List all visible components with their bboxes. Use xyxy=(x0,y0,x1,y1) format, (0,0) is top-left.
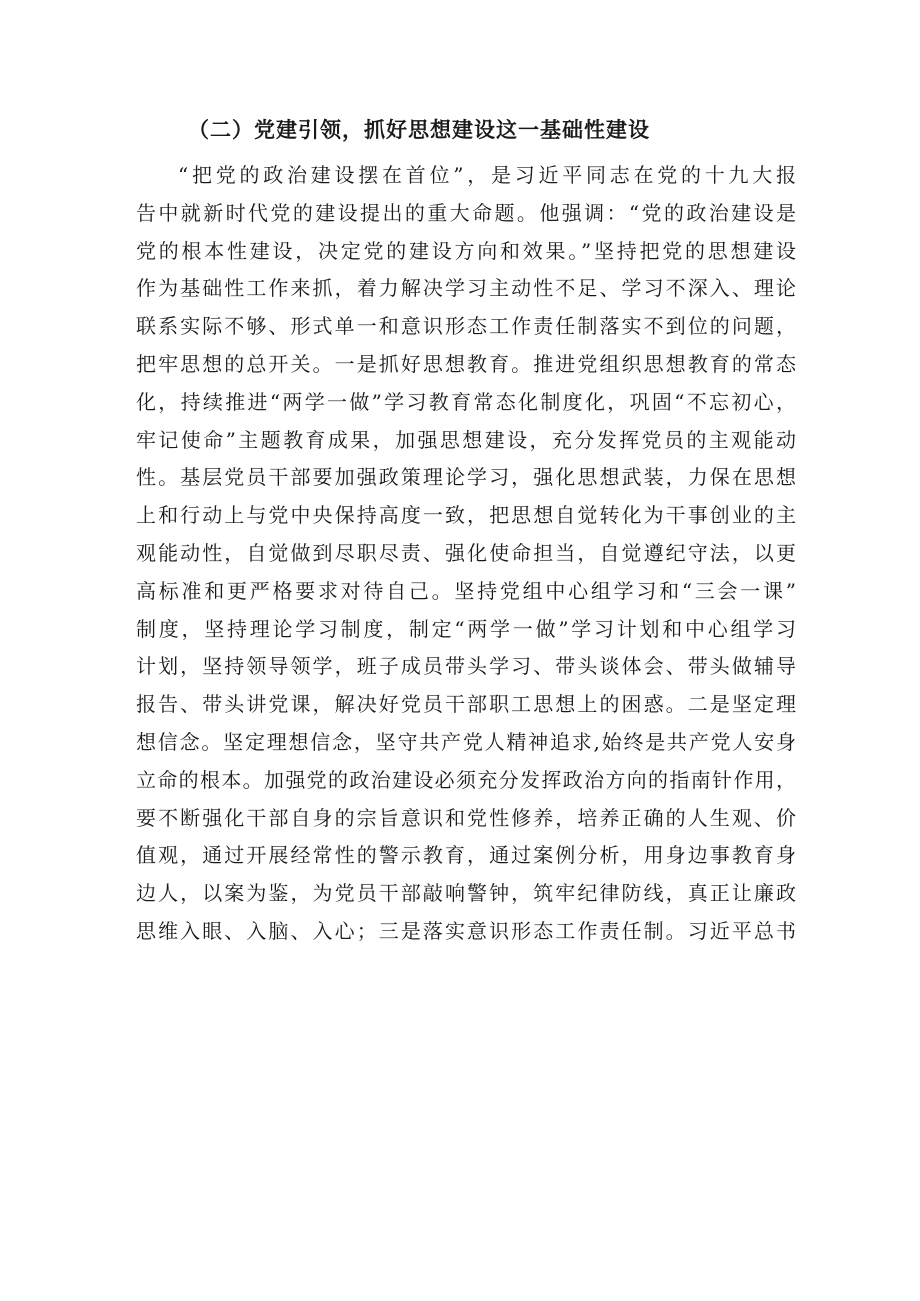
text-line: 边人，以案为鉴，为党员干部敲响警钟，筑牢纪律防线，真正让廉政 xyxy=(136,881,796,906)
section-heading: （二）党建引领，抓好思想建设这一基础性建设 xyxy=(188,117,650,142)
text-line: 作为基础性工作来抓，着力解决学习主动性不足、学习不深入、理论 xyxy=(136,276,796,301)
text-line: 制度，坚持理论学习制度，制定“两学一做”学习计划和中心组学习 xyxy=(136,616,796,641)
body-paragraph xyxy=(136,157,796,951)
text-line: 要不断强化干部自身的宗旨意识和党性修养，培养正确的人生观、价 xyxy=(136,805,796,830)
text-line: 立命的根本。加强党的政治建设必须充分发挥政治方向的指南针作用， xyxy=(136,767,796,792)
text-line: 报告、带头讲党课，解决好党员干部职工思想上的困惑。二是坚定理 xyxy=(136,692,796,717)
text-line: 值观，通过开展经常性的警示教育，通过案例分析，用身边事教育身 xyxy=(136,843,796,868)
text-line: 计划，坚持领导领学，班子成员带头学习、带头谈体会、带头做辅导 xyxy=(136,654,796,679)
text-line: 化，持续推进“两学一做”学习教育常态化制度化，巩固“不忘初心， xyxy=(136,389,796,414)
text-line: 高标准和更严格要求对待自己。坚持党组中心组学习和“三会一课” xyxy=(136,578,796,603)
text-line: 告中就新时代党的建设提出的重大命题。他强调：“党的政治建设是 xyxy=(136,200,796,225)
text-line: 性。基层党员干部要加强政策理论学习，强化思想武装，力保在思想 xyxy=(136,465,796,490)
text-line: 牢记使命”主题教育成果，加强思想建设，充分发挥党员的主观能动 xyxy=(136,427,796,452)
text-line: 想信念。坚定理想信念，坚守共产党人精神追求,始终是共产党人安身 xyxy=(136,729,796,754)
text-line: 党的根本性建设，决定党的建设方向和效果。”坚持把党的思想建设 xyxy=(136,238,796,263)
text-line: 把牢思想的总开关。一是抓好思想教育。推进党组织思想教育的常态 xyxy=(136,351,796,376)
text-line: 上和行动上与党中央保持高度一致，把思想自觉转化为干事创业的主 xyxy=(136,503,796,528)
text-line: 观能动性，自觉做到尽职尽责、强化使命担当，自觉遵纪守法，以更 xyxy=(136,540,796,565)
text-line: “把党的政治建设摆在首位”，是习近平同志在党的十九大报 xyxy=(178,163,796,187)
text-line: 思维入眼、入脑、入心；三是落实意识形态工作责任制。习近平总书 xyxy=(136,918,796,943)
text-line: 联系实际不够、形式单一和意识形态工作责任制落实不到位的问题， xyxy=(136,314,796,339)
